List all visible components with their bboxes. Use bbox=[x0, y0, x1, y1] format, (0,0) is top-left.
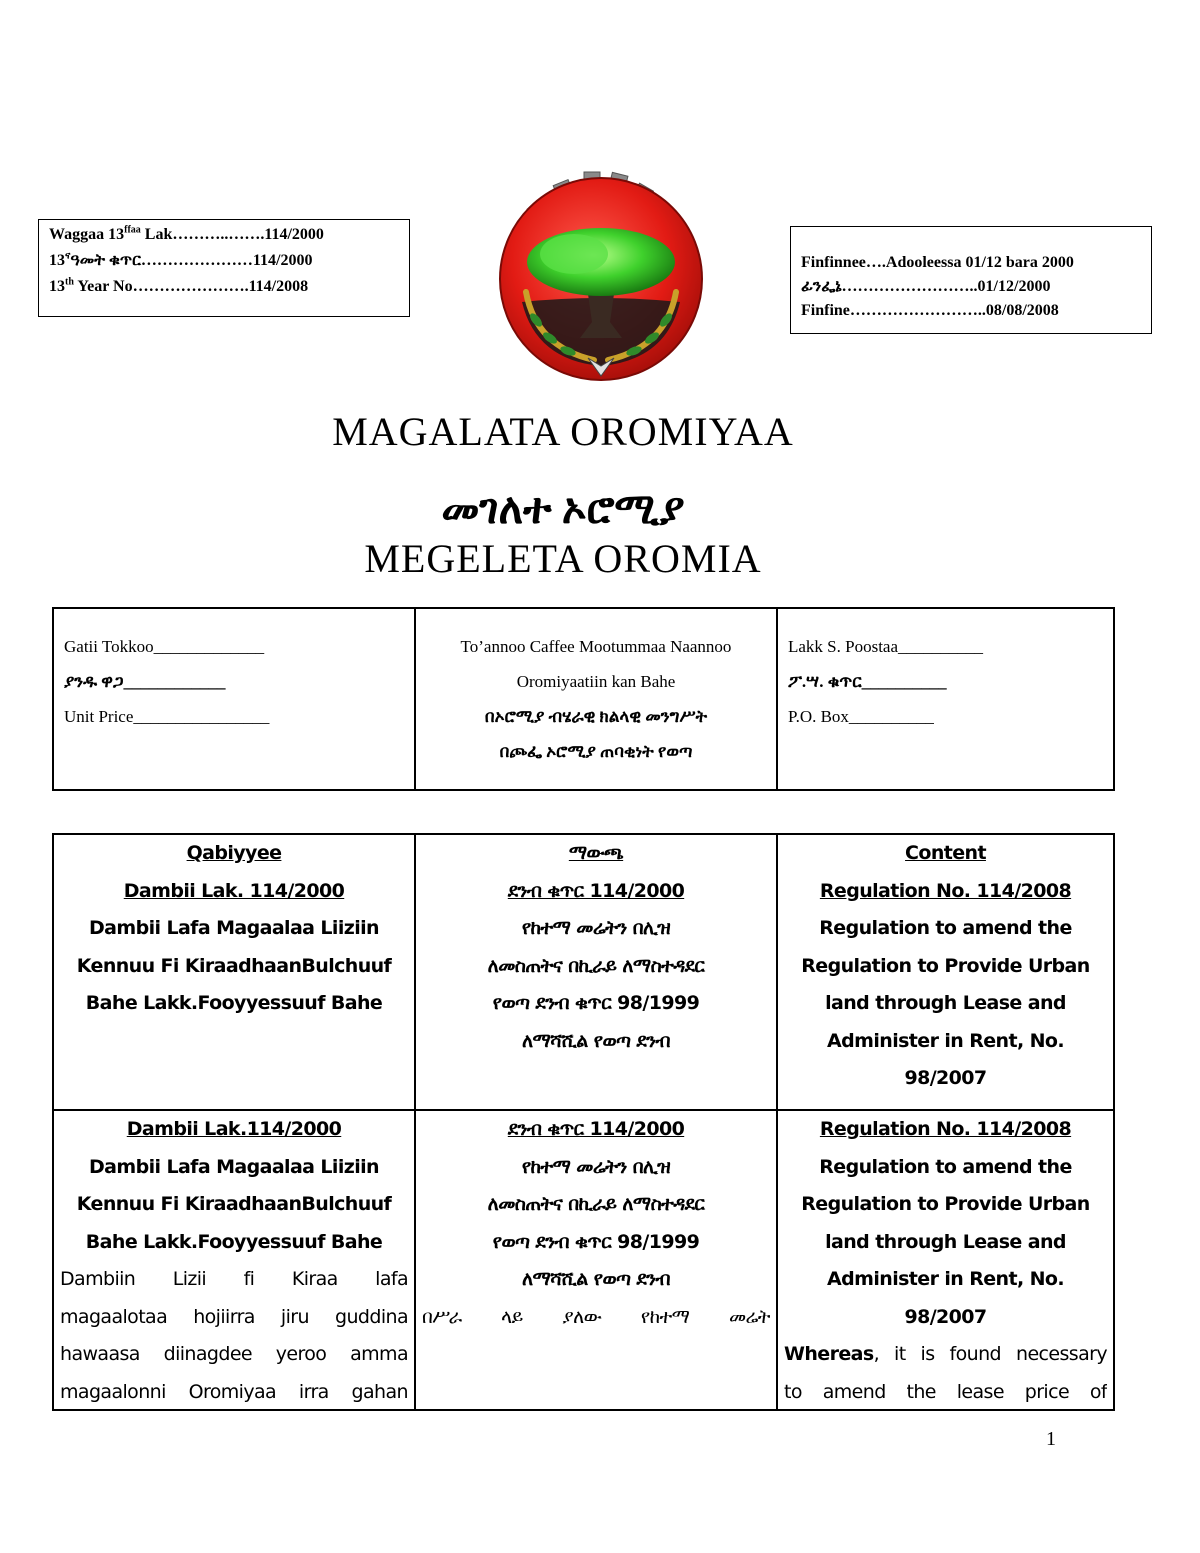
regulation-name-english-5: 98/2007 bbox=[904, 1067, 987, 1089]
regulation-oromo-cell bbox=[53, 1110, 415, 1410]
regulation-title-oromo-2: Dambii Lak.114/2000 bbox=[126, 1118, 342, 1140]
publisher-line-4: በጮፌ ኦሮሚያ ጠባቂነት የወጣ bbox=[499, 742, 693, 761]
contents-english-cell bbox=[777, 834, 1114, 1110]
po-box-cell bbox=[777, 608, 1114, 790]
regulation-title-amharic-2: ደንብ ቁጥር 114/2000 bbox=[507, 1118, 685, 1140]
po-box-amharic: ፖ.ሣ. ቁጥር__________ bbox=[788, 672, 947, 691]
regulation-name-amharic-2: ለመስጠትና በኪራይ ለማስተዳደር bbox=[487, 954, 705, 977]
contents-oromo-cell bbox=[53, 834, 415, 1110]
po-box-english: P.O. Box__________ bbox=[788, 707, 934, 726]
regulation-name-english-2-4: Administer in Rent, No. bbox=[827, 1268, 1064, 1290]
unit-price-amharic: ያንዱ ዋጋ____________ bbox=[64, 672, 226, 691]
issue-line-oromo: Waggaa $13^{ffaa}$ Lak………..…….114/2000 bbox=[49, 224, 324, 243]
issue-line-amharic: $13^ናዓመት$ ቁጥር…………………114/2000 bbox=[49, 250, 313, 269]
regulation-title-english: Regulation No. 114/2008 bbox=[819, 879, 1072, 902]
preamble-english-2: to amend the lease price of bbox=[784, 1380, 1107, 1403]
date-line-amharic: ፊንፌኔ……………………..01/12/2000 bbox=[801, 278, 1051, 295]
regulation-name-oromo-2-2: Kennuu Fi KiraadhaanBulchuuf bbox=[76, 1193, 392, 1215]
gazette-title-amharic: መገለተ ኦሮሚያ bbox=[441, 487, 685, 533]
contents-amharic-cell bbox=[415, 834, 777, 1110]
preamble-oromo-3: hawaasa diinagdee yeroo amma bbox=[60, 1343, 408, 1365]
date-line-english: Finfine……………………..08/08/2008 bbox=[801, 302, 1059, 319]
publisher-line-3: በኦሮሚያ ብሄራዊ ክልላዊ መንግሥት bbox=[484, 707, 708, 726]
preamble-amharic-1: በሥራ ላይ ያለው የከተማ መሬት bbox=[422, 1305, 770, 1328]
regulation-name-oromo-2: Kennuu Fi KiraadhaanBulchuuf bbox=[76, 954, 392, 977]
contents-heading-amharic: ማውጫ bbox=[568, 842, 624, 864]
regulation-name-english-3: land through Lease and bbox=[825, 992, 1066, 1014]
date-box bbox=[790, 226, 1152, 334]
contents-heading-english: Content bbox=[905, 842, 986, 864]
regulation-name-amharic-3: የወጣ ደንብ ቁጥር 98/1999 bbox=[492, 992, 700, 1014]
regulation-title-english-2: Regulation No. 114/2008 bbox=[819, 1118, 1072, 1140]
date-line-oromo: Finfinnee….Adooleessa 01/12 bara 2000 bbox=[801, 254, 1074, 271]
issue-line-english: 13th Year No………………….114/2008 bbox=[49, 276, 309, 295]
preamble-oromo-2: magaalotaa hojiirra jiru guddina bbox=[60, 1305, 408, 1328]
regulation-title-oromo: Dambii Lak. 114/2000 bbox=[123, 879, 345, 902]
regulation-name-oromo-1: Dambii Lafa Magaalaa Liiziin bbox=[89, 917, 379, 939]
unit-price-cell bbox=[53, 608, 415, 790]
regulation-english-cell bbox=[777, 1110, 1114, 1410]
regulation-name-english-2: Regulation to Provide Urban bbox=[801, 954, 1090, 977]
contents-heading-oromo: Qabiyyee bbox=[186, 842, 282, 864]
regulation-name-oromo-2-3: Bahe Lakk.Fooyyessuuf Bahe bbox=[85, 1230, 383, 1253]
regulation-title-amharic: ደንብ ቁጥር 114/2000 bbox=[507, 879, 685, 902]
unit-price-oromo: Gatii Tokkoo_____________ bbox=[64, 637, 265, 656]
gazette-title-english: MEGELETA OROMIA bbox=[364, 536, 762, 581]
regulation-name-english-2-5: 98/2007 bbox=[904, 1305, 987, 1328]
regulation-name-amharic-2-1: የከተማ መሬትን በሊዝ bbox=[521, 1155, 671, 1178]
regulation-name-english-2-2: Regulation to Provide Urban bbox=[801, 1193, 1090, 1215]
regulation-name-oromo-3: Bahe Lakk.Fooyyessuuf Bahe bbox=[85, 992, 383, 1014]
regulation-name-english-2-3: land through Lease and bbox=[825, 1230, 1066, 1253]
preamble-oromo-1: Dambiin Lizii fi Kiraa lafa bbox=[60, 1268, 408, 1290]
regulation-name-amharic-2-3: የወጣ ደንብ ቁጥር 98/1999 bbox=[492, 1230, 700, 1253]
preamble-oromo-4: magaalonni Oromiyaa irra gahan bbox=[60, 1380, 408, 1403]
unit-price-english: Unit Price________________ bbox=[64, 707, 270, 726]
regulation-name-oromo-2-1: Dambii Lafa Magaalaa Liiziin bbox=[89, 1155, 379, 1178]
publisher-line-2: Oromiyaatiin kan Bahe bbox=[516, 672, 676, 691]
regulation-amharic-cell bbox=[415, 1110, 777, 1410]
regulation-name-english-4: Administer in Rent, No. bbox=[827, 1029, 1064, 1052]
preamble-english-1: Whereas, it is found necessary bbox=[784, 1343, 1107, 1365]
po-box-oromo: Lakk S. Poostaa__________ bbox=[788, 637, 984, 656]
regulation-name-amharic-2-2: ለመስጠትና በኪራይ ለማስተዳደር bbox=[487, 1193, 705, 1215]
publication-info-table bbox=[52, 607, 1115, 791]
preamble-english-whereas: Whereas bbox=[784, 1343, 874, 1365]
regulation-name-amharic-4: ለማሻሺል የወጣ ደንብ bbox=[521, 1029, 671, 1052]
regulation-name-amharic-2-4: ለማሻሺል የወጣ ደንብ bbox=[521, 1268, 671, 1290]
oromia-emblem-logo bbox=[476, 162, 726, 390]
regulation-name-amharic-1: የከተማ መሬትን በሊዝ bbox=[521, 917, 671, 939]
publisher-line-1: To’annoo Caffee Mootummaa Naannoo bbox=[460, 637, 732, 656]
gazette-title-oromo: MAGALATA OROMIYAA bbox=[332, 409, 794, 454]
publisher-cell bbox=[415, 608, 777, 790]
issue-number-box bbox=[38, 219, 410, 317]
regulation-name-english-2-1: Regulation to amend the bbox=[819, 1155, 1072, 1178]
page-number: 1 bbox=[1046, 1428, 1056, 1450]
regulation-name-english-1: Regulation to amend the bbox=[819, 917, 1072, 939]
contents-table bbox=[52, 833, 1115, 1411]
